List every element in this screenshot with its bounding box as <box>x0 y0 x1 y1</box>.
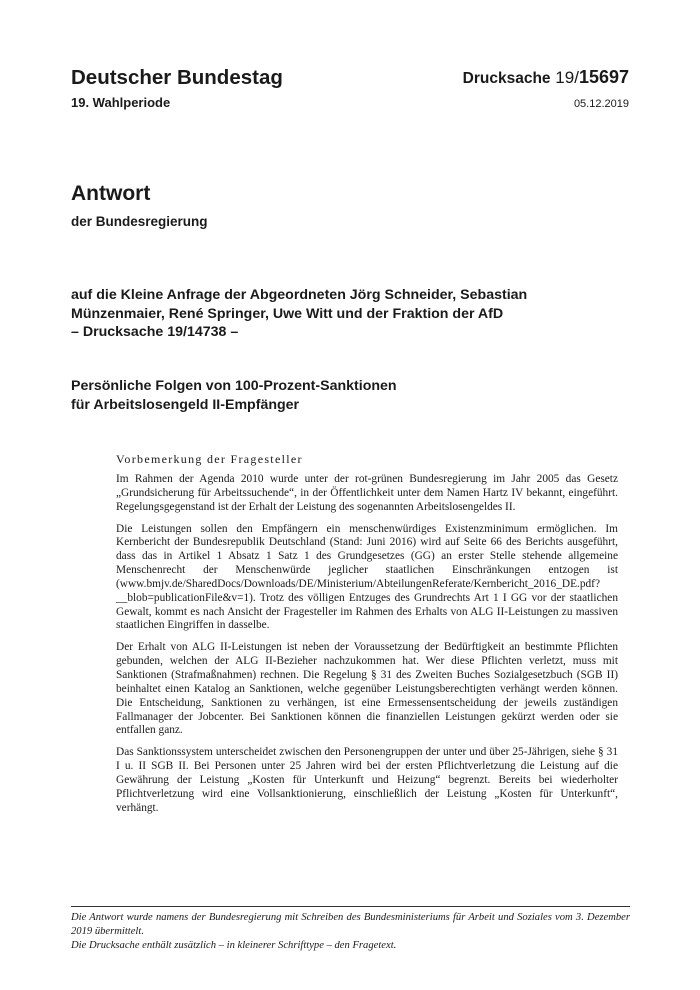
paragraph: Die Leistungen sollen den Empfängern ein menschenwürdiges Existenzminimum ermöglichen. Im Kernbericht der Bundesrepublik Deutschland (Stand: Juni 2016) wird auf Seite 66 des Berichts ausgeführt, dass das in Artikel 1 Absatz 1 Satz 1 des Grundgesetzes (GG) an erster Stelle stehende allgemeine Menschenrecht der Menschenwürde jeglicher staatlichen Einschränkungen entzogen ist (www.bmjv.de/SharedDocs/Downloads/DE/Ministerium/AbteilungenReferate/Kernbericht_2016_DE.pdf?__blob=publicationFile&v=1). Trotz des völligen Entzuges des Grundrechts Art 1 I GG vor der staatlichen Gewalt, kommt es nach Ansicht der Fragesteller im Rahmen des Erhalts von ALG II-Leistungen zu massiven staatlichen Eingriffen in dasselbe. <box>116 522 618 632</box>
anfrage-line: auf die Kleine Anfrage der Abgeordneten Jörg Schneider, Sebastian <box>71 287 528 303</box>
paragraph: Im Rahmen der Agenda 2010 wurde unter der rot-grünen Bundesregierung im Jahr 2005 das Gesetz „Grundsicherung für Arbeitssuchende“, in der Öffentlichkeit unter dem Namen Hartz IV bekannt, eingeführt. Regelungsgegenstand ist der Erhalt der Leistung des sogenannten Arbeitslosengeldes II. <box>116 473 618 513</box>
document-date: 05.12.2019 <box>573 98 629 110</box>
electoral-period: 19. Wahlperiode <box>71 95 171 110</box>
drucksache-label: Drucksache <box>462 70 551 87</box>
anfrage-reference <box>71 286 631 342</box>
anfrage-line: Münzenmaier, René Springer, Uwe Witt und der Fraktion der AfD <box>71 305 504 322</box>
footer-divider <box>71 906 630 907</box>
topic-line: Persönliche Folgen von 100-Prozent-Sanktionen <box>71 378 397 394</box>
drucksache-number <box>463 67 629 88</box>
topic-line: für Arbeitslosengeld II-Empfänger <box>71 396 300 413</box>
anfrage-line: – Drucksache 19/14738 – <box>71 324 239 340</box>
footer-note: Die Antwort wurde namens der Bundesregierung mit Schreiben des Bundesministeriums für Arbeit und Soziales vom 3. Dezember 2019 übermittelt. <box>71 912 630 937</box>
paragraph: Der Erhalt von ALG II-Leistungen ist neben der Voraussetzung der Bedürftigkeit an bestimmte Pflichten gebunden, welchen der ALG II-Bezieher nachzukommen hat. Wer diese Pflichten verletzt, muss mit Sanktionen (Strafmaßnahmen) rechnen. Die Regelung § 31 des Zweiten Buches Sozialgesetzbuch (SGB II) beinhaltet einen Katalog an Sanktionen, welche gegenüber Leistungsberechtigten verhängt werden können. Die Entscheidung, Sanktionen zu verhängen, ist eine Ermessensentscheidung der jeweils zuständigen Fallmanager der Jobcenter. Bei Sanktionen können die finanziellen Leistungen gekürzt werden oder sie entfallen ganz. <box>116 641 618 737</box>
drucksache-id: 15697 <box>578 67 629 87</box>
paragraph: Das Sanktionssystem unterscheidet zwischen den Personengruppen der unter und über 25-Jährigen, siehe § 31 I u. II SGB II. Bei Personen unter 25 Jahren wird bei der ersten Pflichtverletzung die Leistung auf die Gewährung der Leistung „Kosten für Unterkunft und Heizung“ begrenzt. Bereits bei wiederholter Pflichtverletzung wird eine Vollsanktionierung, einschließlich der Leistung „Kosten für Unterkunft“, verhängt. <box>116 746 618 814</box>
document-subtitle: der Bundesregierung <box>71 214 208 229</box>
body-text <box>116 473 618 823</box>
section-heading: Vorbemerkung der Fragesteller <box>116 452 303 466</box>
document-type-heading: Antwort <box>71 182 151 205</box>
topic-title <box>71 377 631 414</box>
footer-notes <box>71 911 630 952</box>
institution-title: Deutscher Bundestag <box>71 66 283 89</box>
footer-note: Die Drucksache enthält zusätzlich – in kleinerer Schrifttype – den Fragetext. <box>71 939 397 951</box>
drucksache-period: 19/ <box>555 68 579 87</box>
